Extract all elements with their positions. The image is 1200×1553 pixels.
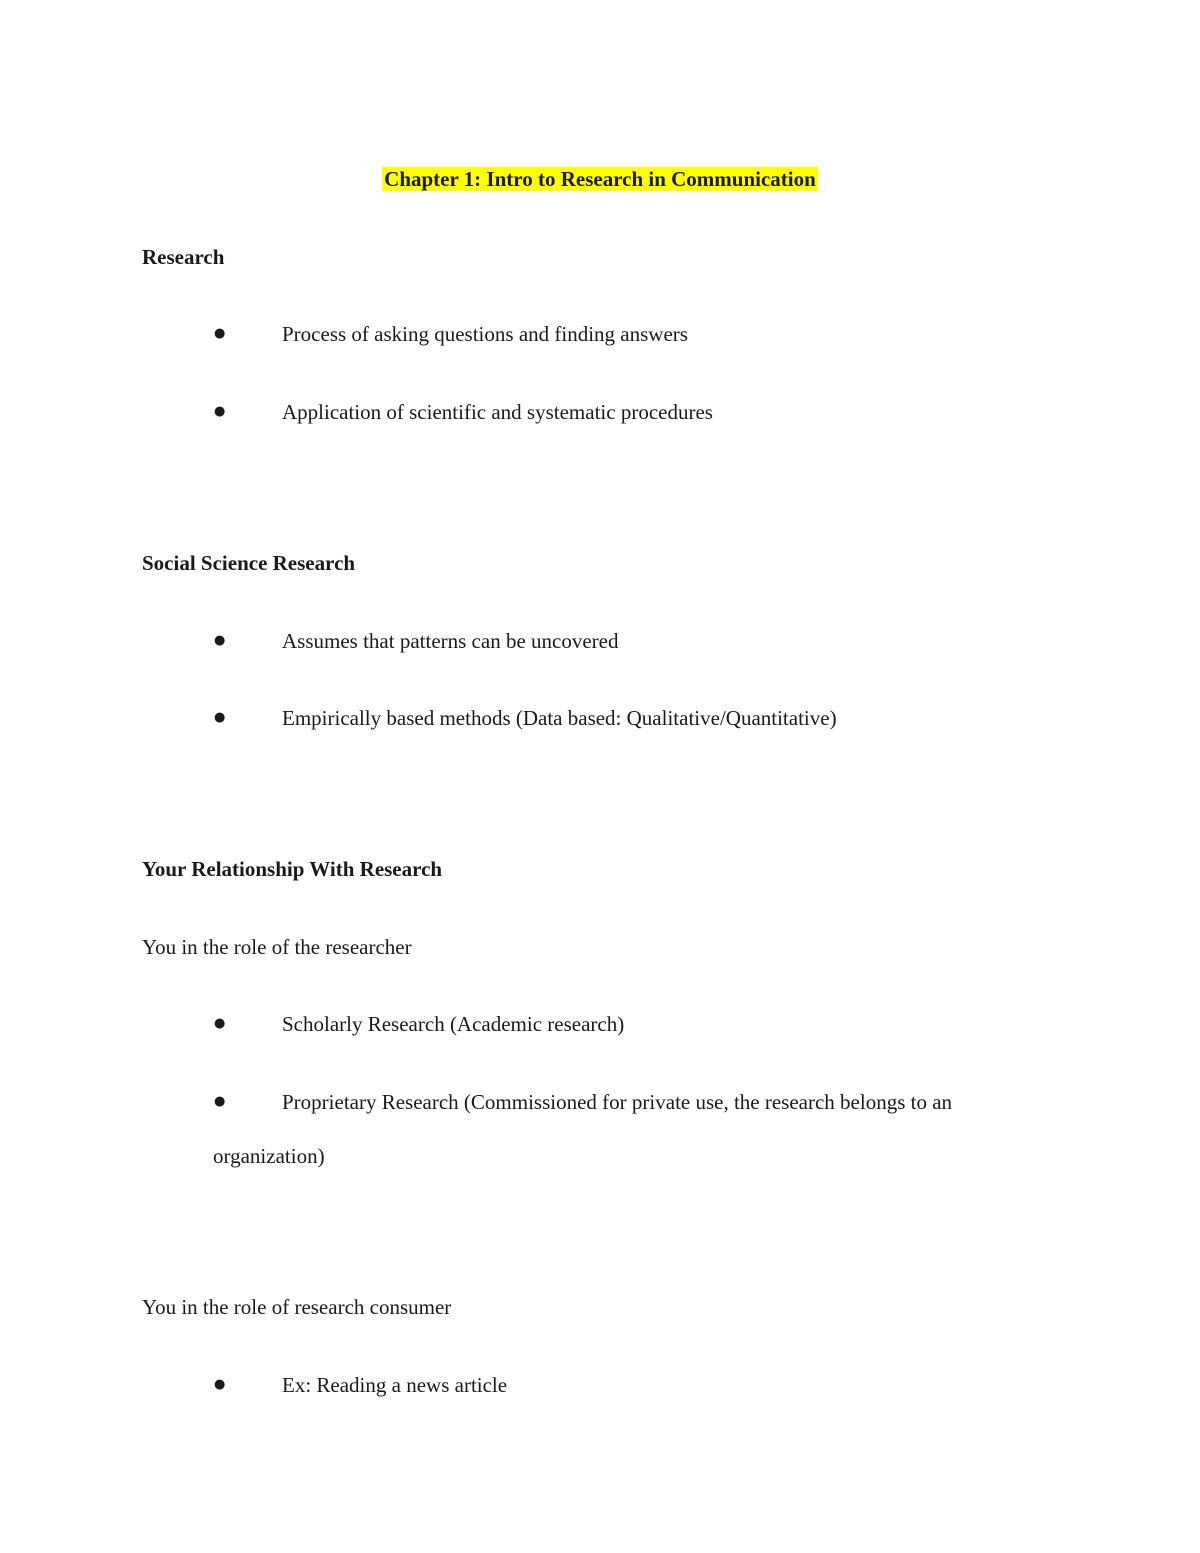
- subheading-researcher-role: You in the role of the researcher: [142, 935, 412, 959]
- bullet-icon: ●: [214, 710, 226, 725]
- highlighted-title: Chapter 1: Intro to Research in Communication: [384, 167, 816, 191]
- list-item: Proprietary Research (Commissioned for private use, the research belongs to an: [282, 1090, 953, 1114]
- list-item: Scholarly Research (Academic research): [282, 1012, 625, 1036]
- list-item: Ex: Reading a news article: [282, 1373, 508, 1397]
- section-heading-research: Research: [142, 245, 225, 269]
- bullet-icon: ●: [214, 1094, 226, 1109]
- subheading-consumer-role: You in the role of research consumer: [142, 1295, 452, 1319]
- list-item: Application of scientific and systematic procedures: [282, 400, 713, 424]
- list-item: Empirically based methods (Data based: Qualitative/Quantitative): [282, 706, 837, 730]
- list-item: Assumes that patterns can be uncovered: [282, 629, 619, 653]
- bullet-icon: ●: [214, 1016, 226, 1031]
- list-item: Process of asking questions and finding answers: [282, 322, 688, 346]
- section-heading-social-science: Social Science Research: [142, 551, 356, 575]
- list-item-continuation: organization): [213, 1144, 325, 1168]
- bullet-icon: ●: [214, 404, 226, 419]
- bullet-icon: ●: [214, 326, 226, 341]
- bullet-icon: ●: [214, 633, 226, 648]
- bullet-icon: ●: [214, 1377, 226, 1392]
- page-title: [0, 166, 1200, 192]
- section-heading-relationship: Your Relationship With Research: [142, 857, 443, 881]
